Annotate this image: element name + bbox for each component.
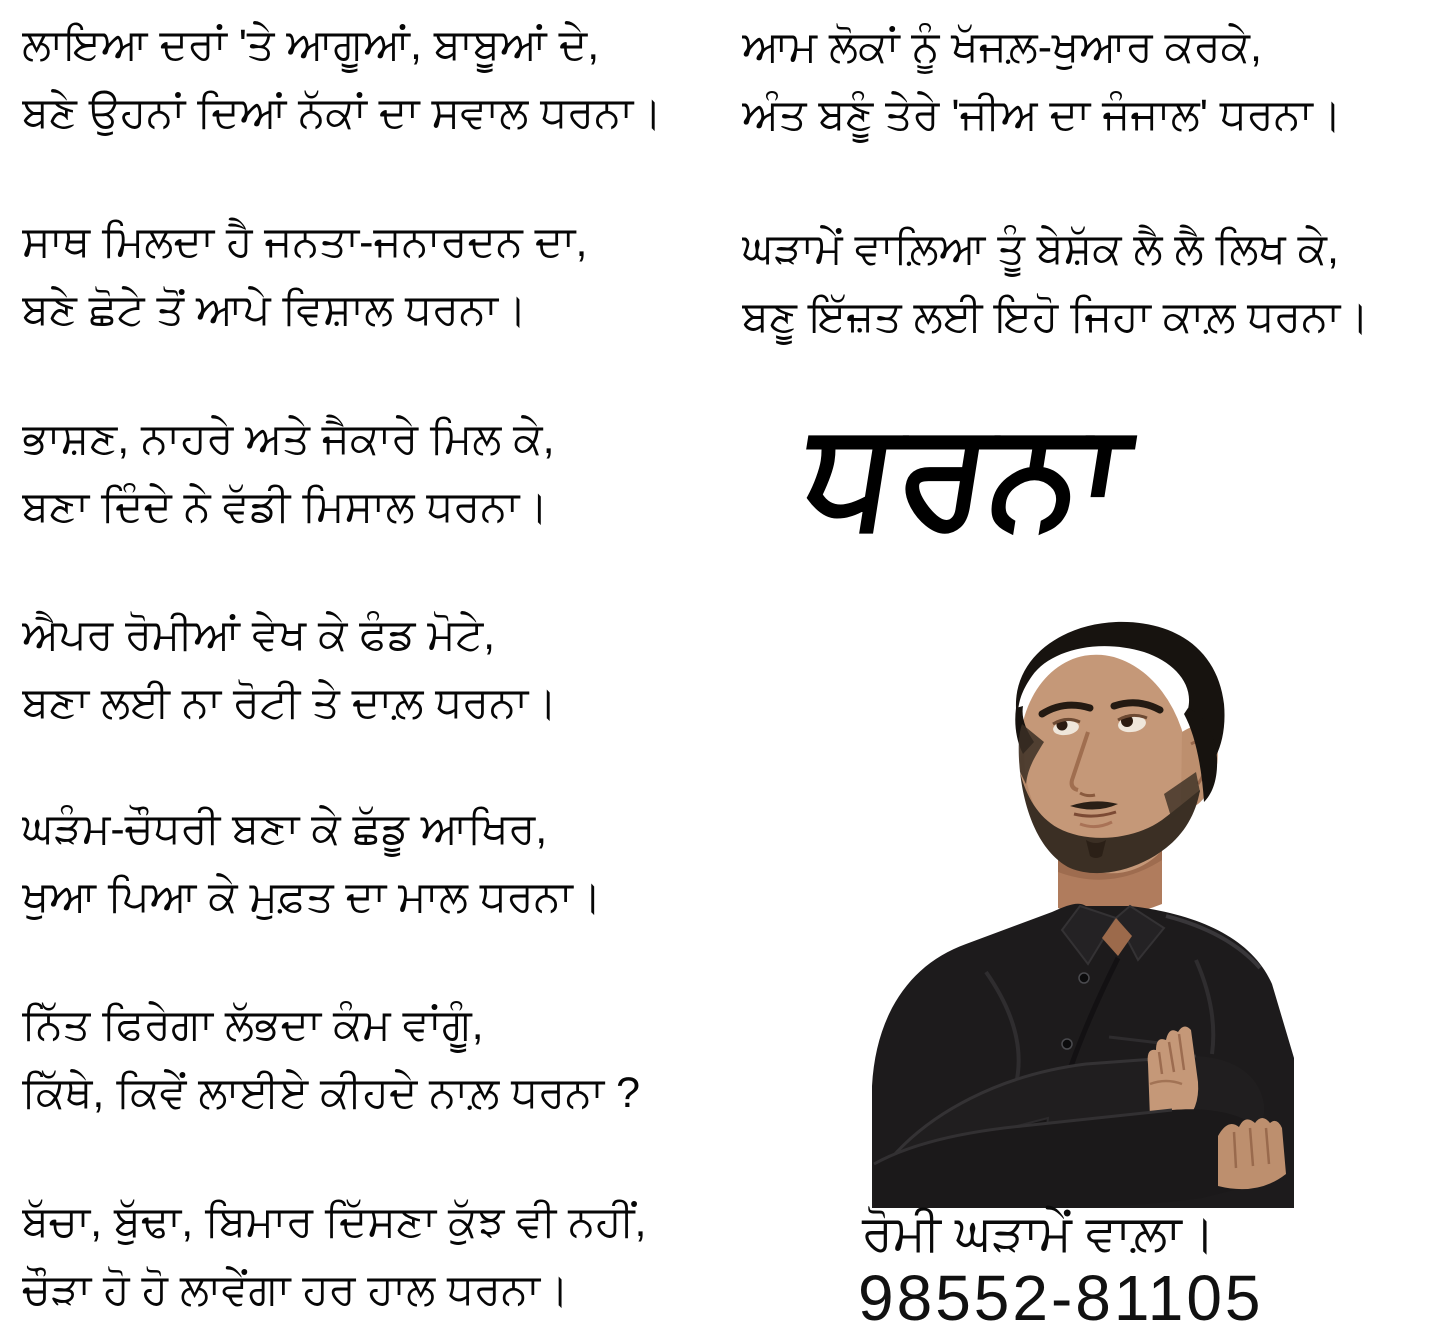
phone-number: 98552-81105 xyxy=(858,1262,1264,1334)
poem-line: ਕਿੱਥੇ, ਕਿਵੇਂ ਲਾਈਏ ਕੀਹਦੇ ਨਾਲ਼ ਧਰਨਾ ? xyxy=(22,1069,641,1117)
poem-line: ਬਣੂ ਇੱਜ਼ਤ ਲਈ ਇਹੋ ਜਿਹਾ ਕਾਲ਼ ਧਰਨਾ। xyxy=(742,293,1370,341)
poem-line: ਅੰਤ ਬਣੂੰ ਤੇਰੇ 'ਜੀਅ ਦਾ ਜੰਜਾਲ' ਧਰਨਾ। xyxy=(742,91,1342,139)
poem-line: ਬਣੇ ਛੋਟੇ ਤੋਂ ਆਪੇ ਵਿਸ਼ਾਲ ਧਰਨਾ। xyxy=(22,286,528,334)
poem-line: ਬਣੇ ਉਹਨਾਂ ਦਿਆਂ ਨੱਕਾਂ ਦਾ ਸਵਾਲ ਧਰਨਾ। xyxy=(22,89,663,137)
stanza xyxy=(22,405,555,541)
poem-line: ਆਮ ਲੋਕਾਂ ਨੂੰ ਖੱਜਲ਼-ਖੁਆਰ ਕਰਕੇ, xyxy=(742,23,1262,71)
poem-line: ਬਣਾ ਲਈ ਨਾ ਰੋਟੀ ਤੇ ਦਾਲ਼ ਧਰਨਾ। xyxy=(22,679,558,727)
poem-line: ਲਾਇਆ ਦਰਾਂ 'ਤੇ ਆਗੂਆਂ, ਬਾਬੂਆਂ ਦੇ, xyxy=(22,21,600,69)
poem-line: ਖੁਆ ਪਿਆ ਕੇ ਮੁਫ਼ਤ ਦਾ ਮਾਲ ਧਰਨਾ। xyxy=(22,873,602,921)
poem-left-column xyxy=(22,0,734,1340)
poem-line: ਸਾਥ ਮਿਲਦਾ ਹੈ ਜਨਤਾ-ਜਨਾਰਦਨ ਦਾ, xyxy=(22,218,588,266)
poem-line: ਚੌੜਾ ਹੋ ਹੋ ਲਾਵੇਂਗਾ ਹਰ ਹਾਲ ਧਰਨਾ। xyxy=(22,1266,570,1314)
poem-title: ਧਰਨਾ xyxy=(793,392,1141,555)
stanza xyxy=(742,215,1369,351)
poem-line: ਘੜੰਮ-ਚੌਧਰੀ ਬਣਾ ਕੇ ਛੱਡੂ ਆਖਿਰ, xyxy=(22,805,548,853)
stanza xyxy=(742,13,1342,149)
poem-line: ਬੱਚਾ, ਬੁੱਢਾ, ਬਿਮਾਰ ਦਿੱਸਣਾ ਕੁੱਝ ਵੀ ਨਹੀਂ, xyxy=(22,1198,647,1246)
stanza xyxy=(22,601,557,737)
stanza xyxy=(22,208,587,344)
stanza xyxy=(22,795,602,931)
poem-line: ਨਿੱਤ ਫਿਰੇਗਾ ਲੱਭਦਾ ਕੰਮ ਵਾਂਗੂੰ, xyxy=(22,1001,484,1049)
stanza xyxy=(22,991,640,1127)
poem-line: ਘੜਾਮੇਂ ਵਾਲ਼ਿਆ ਤੂੰ ਬੇਸ਼ੱਕ ਲੈ ਲੈ ਲਿਖ ਕੇ, xyxy=(742,225,1339,273)
stanza xyxy=(22,11,662,147)
portrait-photo xyxy=(866,612,1302,1208)
stanza xyxy=(22,1188,646,1324)
poem-line: ਭਾਸ਼ਣ, ਨਾਹਰੇ ਅਤੇ ਜੈਕਾਰੇ ਮਿਲ ਕੇ, xyxy=(22,415,555,463)
author-name: ਰੋਮੀ ਘੜਾਮੇਂ ਵਾਲ਼ਾ। xyxy=(862,1205,1216,1261)
poem-line: ਬਣਾ ਦਿੰਦੇ ਨੇ ਵੱਡੀ ਮਿਸਾਲ ਧਰਨਾ। xyxy=(22,483,549,531)
poem-line: ਐਪਰ ਰੋਮੀਆਂ ਵੇਖ ਕੇ ਫੰਡ ਮੋਟੇ, xyxy=(22,611,496,659)
